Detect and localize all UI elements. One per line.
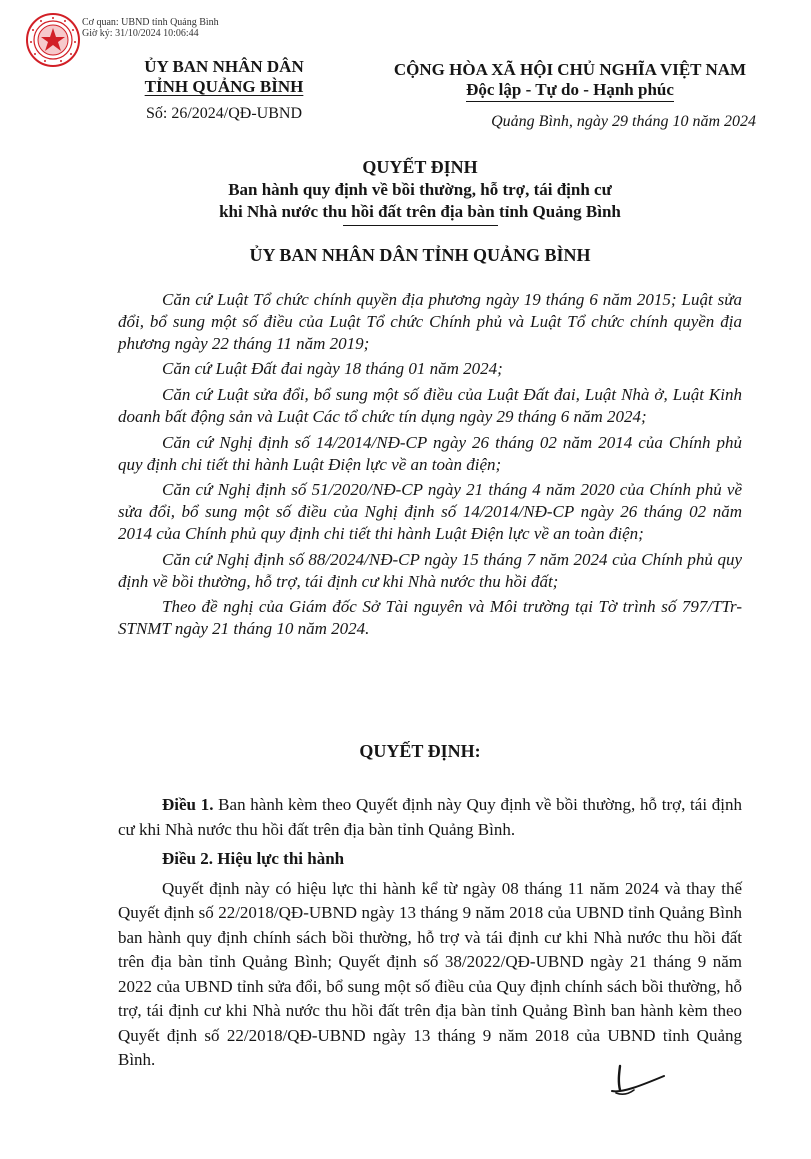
document-subject-line2: khi Nhà nước thu hồi đất trên địa bàn tỉnh Quảng Bình (219, 202, 621, 221)
signature-metadata (82, 17, 219, 39)
legal-basis-item: Căn cứ Nghị định số 51/2020/NĐ-CP ngày 21 tháng 4 năm 2020 của Chính phủ về sửa đổi, bổ sung một số điều của Nghị định số 14/2014/NĐ-CP ngày 26 tháng 02 năm 2014 của Chính phủ quy định chi tiết thi hành Luật Điện lực về an toàn điện; (118, 480, 742, 543)
issuing-authority-header (108, 57, 340, 123)
legal-basis-item: Căn cứ Nghị định số 14/2014/NĐ-CP ngày 26 tháng 02 năm 2014 của Chính phủ quy định chi tiết thi hành Luật Điện lực về an toàn điện; (118, 432, 742, 474)
document-subject-line1: Ban hành quy định về bồi thường, hỗ trợ, tái định cư (228, 180, 612, 199)
signature-time: Giờ ký: 31/10/2024 10:06:44 (82, 28, 199, 39)
decision-heading: QUYẾT ĐỊNH: (359, 741, 481, 761)
authority-name-line1: ỦY BAN NHÂN DÂN (144, 57, 304, 76)
handwritten-initial-icon (606, 1060, 666, 1100)
legal-basis-item: Theo đề nghị của Giám đốc Sở Tài nguyên và Môi trường tại Tờ trình số 797/TTr-STNMT ngày 21 tháng 10 năm 2024. (118, 597, 742, 639)
legal-basis-section (118, 289, 742, 644)
articles-section (118, 793, 742, 1078)
document-number: Số: 26/2024/QĐ-UBND (145, 105, 302, 122)
legal-basis-item: Căn cứ Nghị định số 88/2024/NĐ-CP ngày 15 tháng 7 năm 2024 của Chính phủ quy định về bồi thường, hỗ trợ, tái định cư khi Nhà nước thu hồi đất; (118, 549, 742, 591)
national-header (360, 60, 780, 131)
authority-name-line2: TỈNH QUẢNG BÌNH (144, 77, 304, 96)
national-motto: Độc lập - Tự do - Hạnh phúc (466, 80, 674, 102)
title-divider (343, 225, 498, 226)
article-2-label: Điều 2. Hiệu lực thi hành (162, 849, 345, 868)
article-1-label: Điều 1. (162, 795, 214, 814)
legal-basis-item: Căn cứ Luật Đất đai ngày 18 tháng 01 năm 2024; (162, 359, 503, 379)
republic-name: CỘNG HÒA XÃ HỘI CHỦ NGHĨA VIỆT NAM (393, 60, 747, 79)
signature-agency: Cơ quan: UBND tỉnh Quảng Bình (82, 17, 219, 28)
issuing-body: ỦY BAN NHÂN DÂN TỈNH QUẢNG BÌNH (249, 245, 591, 265)
article-2-heading (118, 847, 742, 872)
legal-basis-item: Căn cứ Luật Tổ chức chính quyền địa phương ngày 19 tháng 6 năm 2015; Luật sửa đổi, bổ sung một số điều của Luật Tổ chức Chính phủ và Luật Tổ chức chính quyền địa phương ngày 22 tháng 11 năm 2019; (118, 290, 742, 353)
article-2-text: Quyết định này có hiệu lực thi hành kể từ ngày 08 tháng 11 năm 2024 và thay thế Quyết định số 22/2018/QĐ-UBND ngày 13 tháng 9 năm 2018 của UBND tỉnh Quảng Bình ban hành quy định chính sách bồi thường, hỗ trợ và tái định cư khi Nhà nước thu hồi đất trên địa bàn tỉnh Quảng Bình; Quyết định số 38/2022/QĐ-UBND ngày 21 tháng 9 năm 2022 của UBND tỉnh sửa đổi, bổ sung một số điều của Quy định chính sách bồi thường, hỗ trợ, tái định cư khi Nhà nước thu hồi đất trên địa bàn tỉnh Quảng Bình ban hành kèm theo Quyết định số 22/2018/QĐ-UBND ngày 13 tháng 9 năm 2018 của UBND tỉnh Quảng Bình. (118, 878, 742, 1069)
article-1-text: Ban hành kèm theo Quyết định này Quy định về bồi thường, hỗ trợ, tái định cư khi Nhà nước thu hồi đất trên địa bàn tỉnh Quảng Bình. (118, 795, 742, 839)
document-type: QUYẾT ĐỊNH (362, 157, 478, 177)
legal-basis-item: Căn cứ Luật sửa đổi, bổ sung một số điều của Luật Đất đai, Luật Nhà ở, Luật Kinh doanh bất động sản và Luật Các tổ chức tín dụng ngày 29 tháng 6 năm 2024; (118, 385, 742, 426)
article-1 (118, 793, 742, 842)
place-and-date: Quảng Bình, ngày 29 tháng 10 năm 2024 (491, 113, 756, 130)
document-title-block (90, 155, 750, 266)
digital-signature-seal-icon (25, 12, 81, 68)
